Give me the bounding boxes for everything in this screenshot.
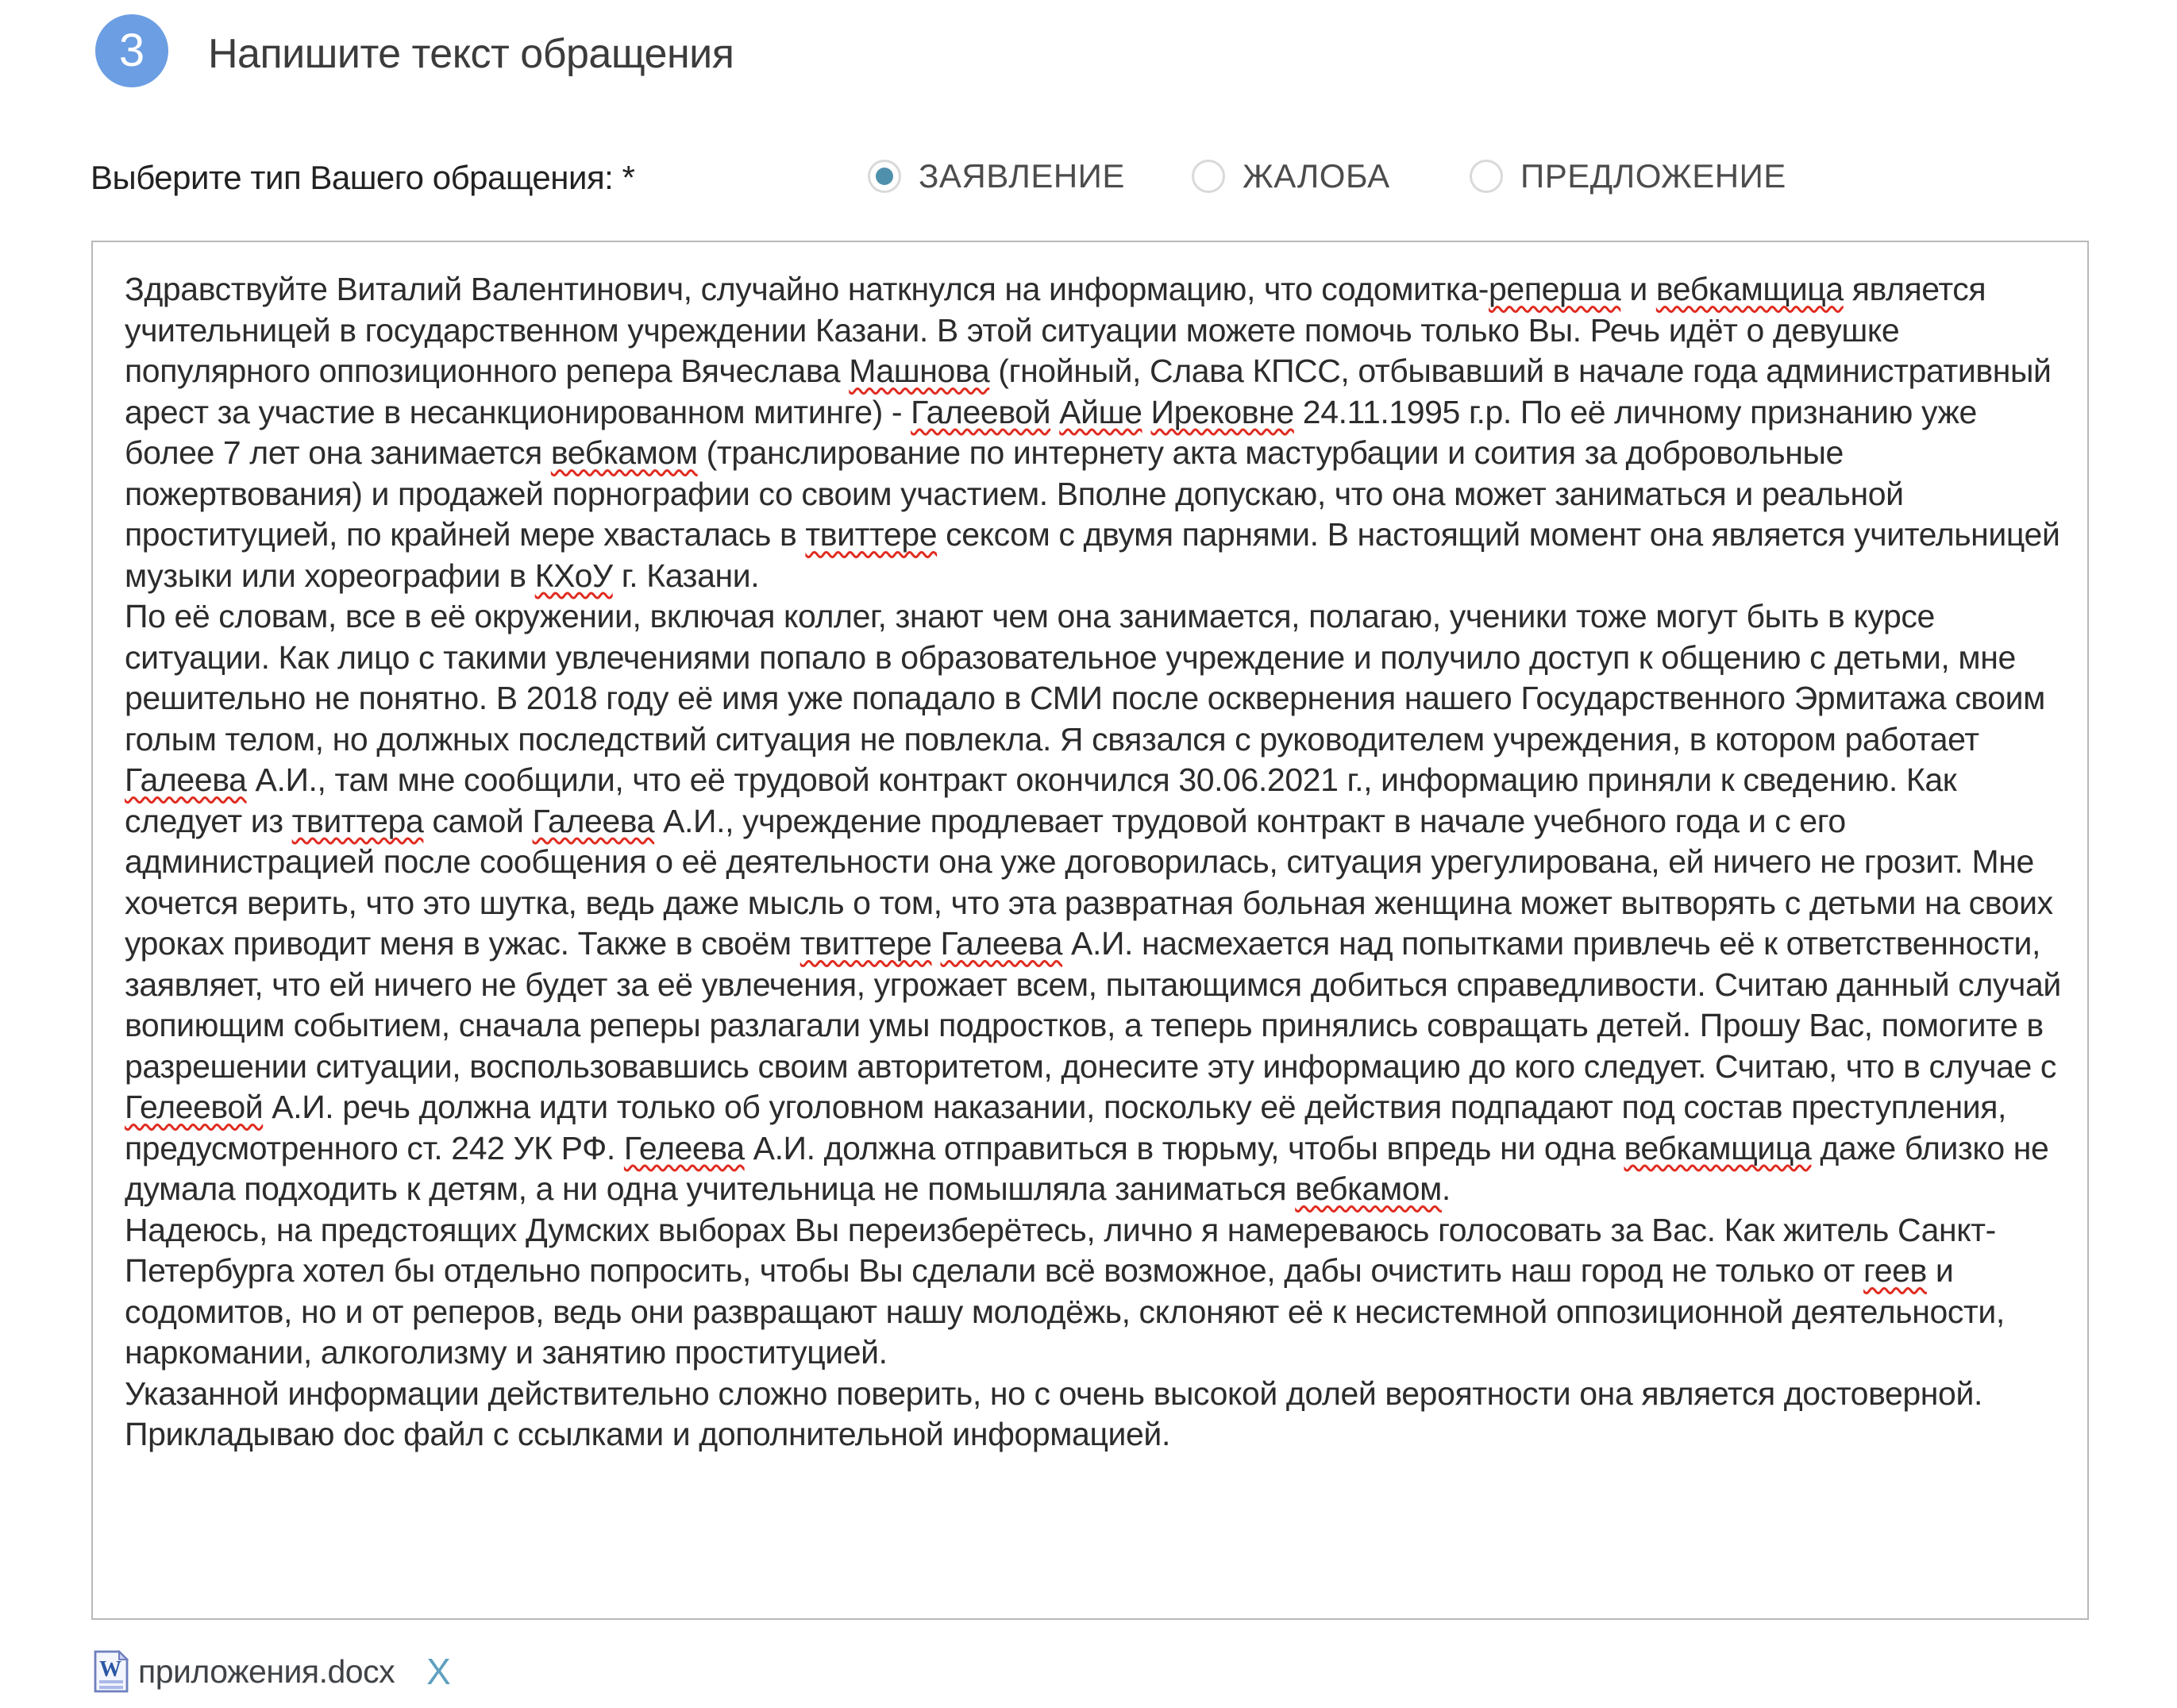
misspelled-word: Айше — [1059, 393, 1142, 430]
message-paragraph: Надеюсь, на предстоящих Думских выборах Вы переизберётесь, лично я намереваюсь голосовать за Вас. Как житель Санкт-Петербурга хотел бы отдельно попросить, чтобы Вы сделали всё возможное, дабы очистить наш город не только от геев и содомитов, но и от реперов, ведь они развращают нашу молодёжь, склоняют её к несистемной оппозиционной деятельности, наркомании, алкоголизму и занятию проституцией. — [125, 1211, 2013, 1371]
misspelled-word: Гелеевой — [125, 1089, 264, 1125]
radio-option-zhaloba[interactable] — [1192, 157, 1390, 195]
radio-label-zayavlenie: ЗАЯВЛЕНИЕ — [919, 157, 1125, 195]
misspelled-word: вебкамщица — [1655, 271, 1844, 307]
radio-input-predlozhenie[interactable] — [1470, 160, 1503, 193]
misspelled-word: твиттере — [800, 925, 932, 962]
misspelled-word: Ирековне — [1150, 393, 1294, 430]
message-paragraph: По её словам, все в её окружении, включая коллег, знают чем она занимается, полагаю, ученики тоже могут быть в курсе ситуации. Как лицо с такими увлечениями попало в образовательное учреждение и получило доступ к общению с детьми, мне решительно не понятно. В 2018 году её имя уже попадало в СМИ после осквернения нашего Государственного Эрмитажа своим голым телом, но должных последствий ситуация не повлекла. Я связался с руководителем учреждения, в котором работает Галеева А.И., там мне сообщили, что её трудовой контракт окончился 30.06.2021 г., информацию приняли к сведению. Как следует из твиттера самой Галеева А.И., учреждение продлевает трудовой контракт в начале учебного года и с его администрацией после сообщения о её деятельности она уже договорилась, ситуация урегулирована, ей ничего не грозит. Мне хочется верить, что это шутка, ведь даже мысль о том, что эта развратная больная женщина может вытворять с детьми на своих уроках приводит меня в ужас. Также в своём твиттере Галеева А.И. насмехается над попытками привлечь её к ответственности, заявляет, что ей ничего не будет за её увлечения, угрожает всем, пытающимся добиться справедливости. Считаю данный случай вопиющим событием, сначала реперы разлагали умы подростков, а теперь принялись совращать детей. Прошу Вас, помогите в разрешении ситуации, воспользовавшись своим авторитетом, донесите эту информацию до кого следует. Считаю, что в случае с Гелеевой А.И. речь должна идти только об уголовном наказании, поскольку её действия подпадают под состав преступления, предусмотренного ст. 242 УК РФ. Гелеева А.И. должна отправиться в тюрьму, чтобы впредь ни одна вебкамщица даже близко не думала подходить к детям, а ни одна учительница не помышляла заниматься вебкамом. — [125, 598, 2070, 1207]
radio-option-predlozhenie[interactable] — [1470, 157, 1786, 195]
attachment-filename: приложения.docx — [138, 1652, 395, 1690]
misspelled-word: геев — [1863, 1252, 1927, 1289]
misspelled-word: Галеева — [940, 925, 1063, 962]
appeal-type-label: Выберите тип Вашего обращения: * — [91, 159, 635, 196]
misspelled-word: твиттере — [805, 516, 938, 553]
radio-label-predlozhenie: ПРЕДЛОЖЕНИЕ — [1520, 157, 1786, 195]
radio-input-zayavlenie[interactable] — [868, 160, 901, 193]
message-textarea[interactable] — [91, 241, 2089, 1620]
radio-option-zayavlenie[interactable] — [868, 157, 1125, 195]
radio-input-zhaloba[interactable] — [1192, 160, 1225, 193]
misspelled-word: Галеева — [125, 761, 247, 798]
misspelled-word: Гелеева — [623, 1129, 745, 1166]
misspelled-word: твиттера — [291, 802, 424, 839]
misspelled-word: вебкамом — [1295, 1170, 1442, 1207]
misspelled-word: вебкамщица — [1624, 1129, 1812, 1166]
misspelled-word: Галеева — [532, 802, 655, 839]
misspelled-word: Машнова — [849, 353, 990, 389]
svg-text:W: W — [99, 1657, 121, 1682]
remove-attachment-button[interactable]: X — [426, 1651, 451, 1692]
misspelled-word: реперша — [1489, 271, 1621, 307]
step-title: Напишите текст обращения — [208, 31, 734, 77]
misspelled-word: КХоУ — [534, 557, 613, 594]
message-paragraph: Здравствуйте Виталий Валентинович, случайно наткнулся на информацию, что содомитка-реперша и вебкамщица является учительницей в государственном учреждении Казани. В этой ситуации можете помочь только Вы. Речь идёт о девушке популярного оппозиционного репера Вячеслава Машнова (гнойный, Слава КПСС, отбывавший в начале года административный арест за участие в несанкционированном митинге) - Галеевой Айше Ирековне 24.11.1995 г.р. По её личному признанию уже более 7 лет она занимается вебкамом (транслирование по интернету акта мастурбации и соития за добровольные пожертвования) и продажей порнографии со своим участием. Вполне допускаю, что она может заниматься и реальной проституцией, по крайней мере хвасталась в твиттере сексом с двумя парнями. В настоящий момент она является учительницей музыки или хореографии в КХоУ г. Казани. — [125, 271, 2069, 594]
attachment-row — [92, 1650, 451, 1693]
misspelled-word: Галеевой — [911, 393, 1051, 430]
step-number-badge: 3 — [95, 14, 168, 87]
word-doc-icon — [92, 1650, 130, 1693]
message-paragraph: Указанной информации действительно сложно поверить, но с очень высокой долей вероятности она является достоверной. Прикладываю doc файл с ссылками и дополнительной информацией. — [125, 1374, 1991, 1452]
radio-label-zhaloba: ЖАЛОБА — [1243, 157, 1390, 195]
misspelled-word: вебкамом — [550, 434, 698, 471]
